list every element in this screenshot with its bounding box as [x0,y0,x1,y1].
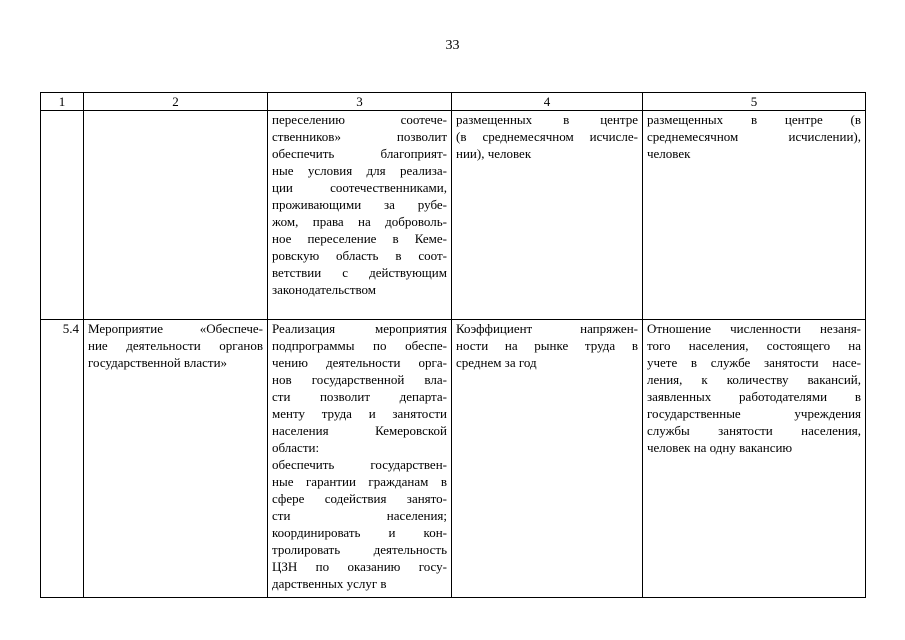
cell-text-line: ственников» позволит [272,129,447,144]
cell-text-line: учете в службе занятости насе- [647,355,861,370]
cell-text-line: сти позволит департа- [272,389,447,404]
cell-text-line: Мероприятие «Обеспече- [88,321,263,336]
cell-text-line: нии), человек [456,146,532,161]
page-number: 33 [445,38,460,53]
cell-text-line: ные гарантии гражданам в [272,474,447,489]
header-cell: 5 [643,93,866,111]
cell-text-line: проживающими за рубе- [272,197,447,212]
cell-text-line: ровскую область в соот- [272,248,447,263]
cell-text-line: ности на рынке труда в [456,338,638,353]
cell-text-line: ные условия для реализа- [272,163,447,178]
cell-text-line: Реализация мероприятия [272,321,447,336]
cell-text-line: нов государственной вла- [272,372,447,387]
indicator-cell [452,320,643,598]
header-cell: 1 [41,93,84,111]
cell-text-line: государственные учреждения [647,406,861,421]
cell-text-line: размещенных в центре [456,112,638,127]
cell-text-line: Коэффициент напряжен- [456,321,638,336]
table-row [41,320,866,598]
cell-text-line: переселению соотече- [272,112,447,127]
table-row [41,111,866,320]
cell-text-line: того населения, состоящего на [647,338,861,353]
cell-text-line: координировать и кон- [272,525,447,540]
cell-text-line: человек на одну вакансию [647,440,793,455]
cell-text-line: области: [272,440,320,455]
header-cell: 4 [452,93,643,111]
calculation-method-cell [643,111,866,320]
cell-text-line: сфере содействия занято- [272,491,447,506]
cell-text-line: обеспечить государствен- [272,457,447,472]
header-cell: 2 [84,93,268,111]
row-number-cell: 5.4 [41,320,84,598]
measure-name-cell [84,111,268,320]
expected-result-cell [268,320,452,598]
cell-text-line: (в среднемесячном исчисле- [456,129,638,144]
cell-text-line: заявленных работодателями в [647,389,861,404]
cell-text-line: ЦЗН по оказанию госу- [272,559,447,574]
indicator-cell [452,111,643,320]
row-number-cell [41,111,84,320]
cell-text-line: законодательством [272,282,377,297]
cell-text-line: Отношение численности незаня- [647,321,861,336]
cell-text-line: ное переселение в Кеме- [272,231,447,246]
cell-text-line: чению деятельности орга- [272,355,447,370]
header-row [41,93,866,111]
header-cell: 3 [268,93,452,111]
cell-text-line: ления, к количеству вакансий, [647,372,861,387]
cell-text-line: дарственных услуг в [272,576,387,591]
cell-text-line: жом, права на доброволь- [272,214,447,229]
calculation-method-cell [643,320,866,598]
cell-text-line: государственной власти» [88,355,228,370]
measures-table [40,92,866,598]
cell-text-line: сти населения; [272,508,447,523]
cell-text-line: человек [647,146,691,161]
expected-result-cell [268,111,452,320]
cell-text-line: ветствии с действующим [272,265,447,280]
cell-text-line: размещенных в центре (в [647,112,861,127]
cell-text-line: ние деятельности органов [88,338,263,353]
cell-text-line: населения Кемеровской [272,423,447,438]
cell-text-line: службы занятости населения, [647,423,861,438]
cell-text-line: подпрограммы по обеспе- [272,338,447,353]
cell-text-line: тролировать деятельность [272,542,447,557]
cell-text-line: среднемесячном исчислении), [647,129,861,144]
measure-name-cell [84,320,268,598]
cell-text-line: ции соотечественниками, [272,180,447,195]
cell-text-line: обеспечить благоприят- [272,146,447,161]
cell-text-line: среднем за год [456,355,537,370]
cell-text-line: менту труда и занятости [272,406,447,421]
